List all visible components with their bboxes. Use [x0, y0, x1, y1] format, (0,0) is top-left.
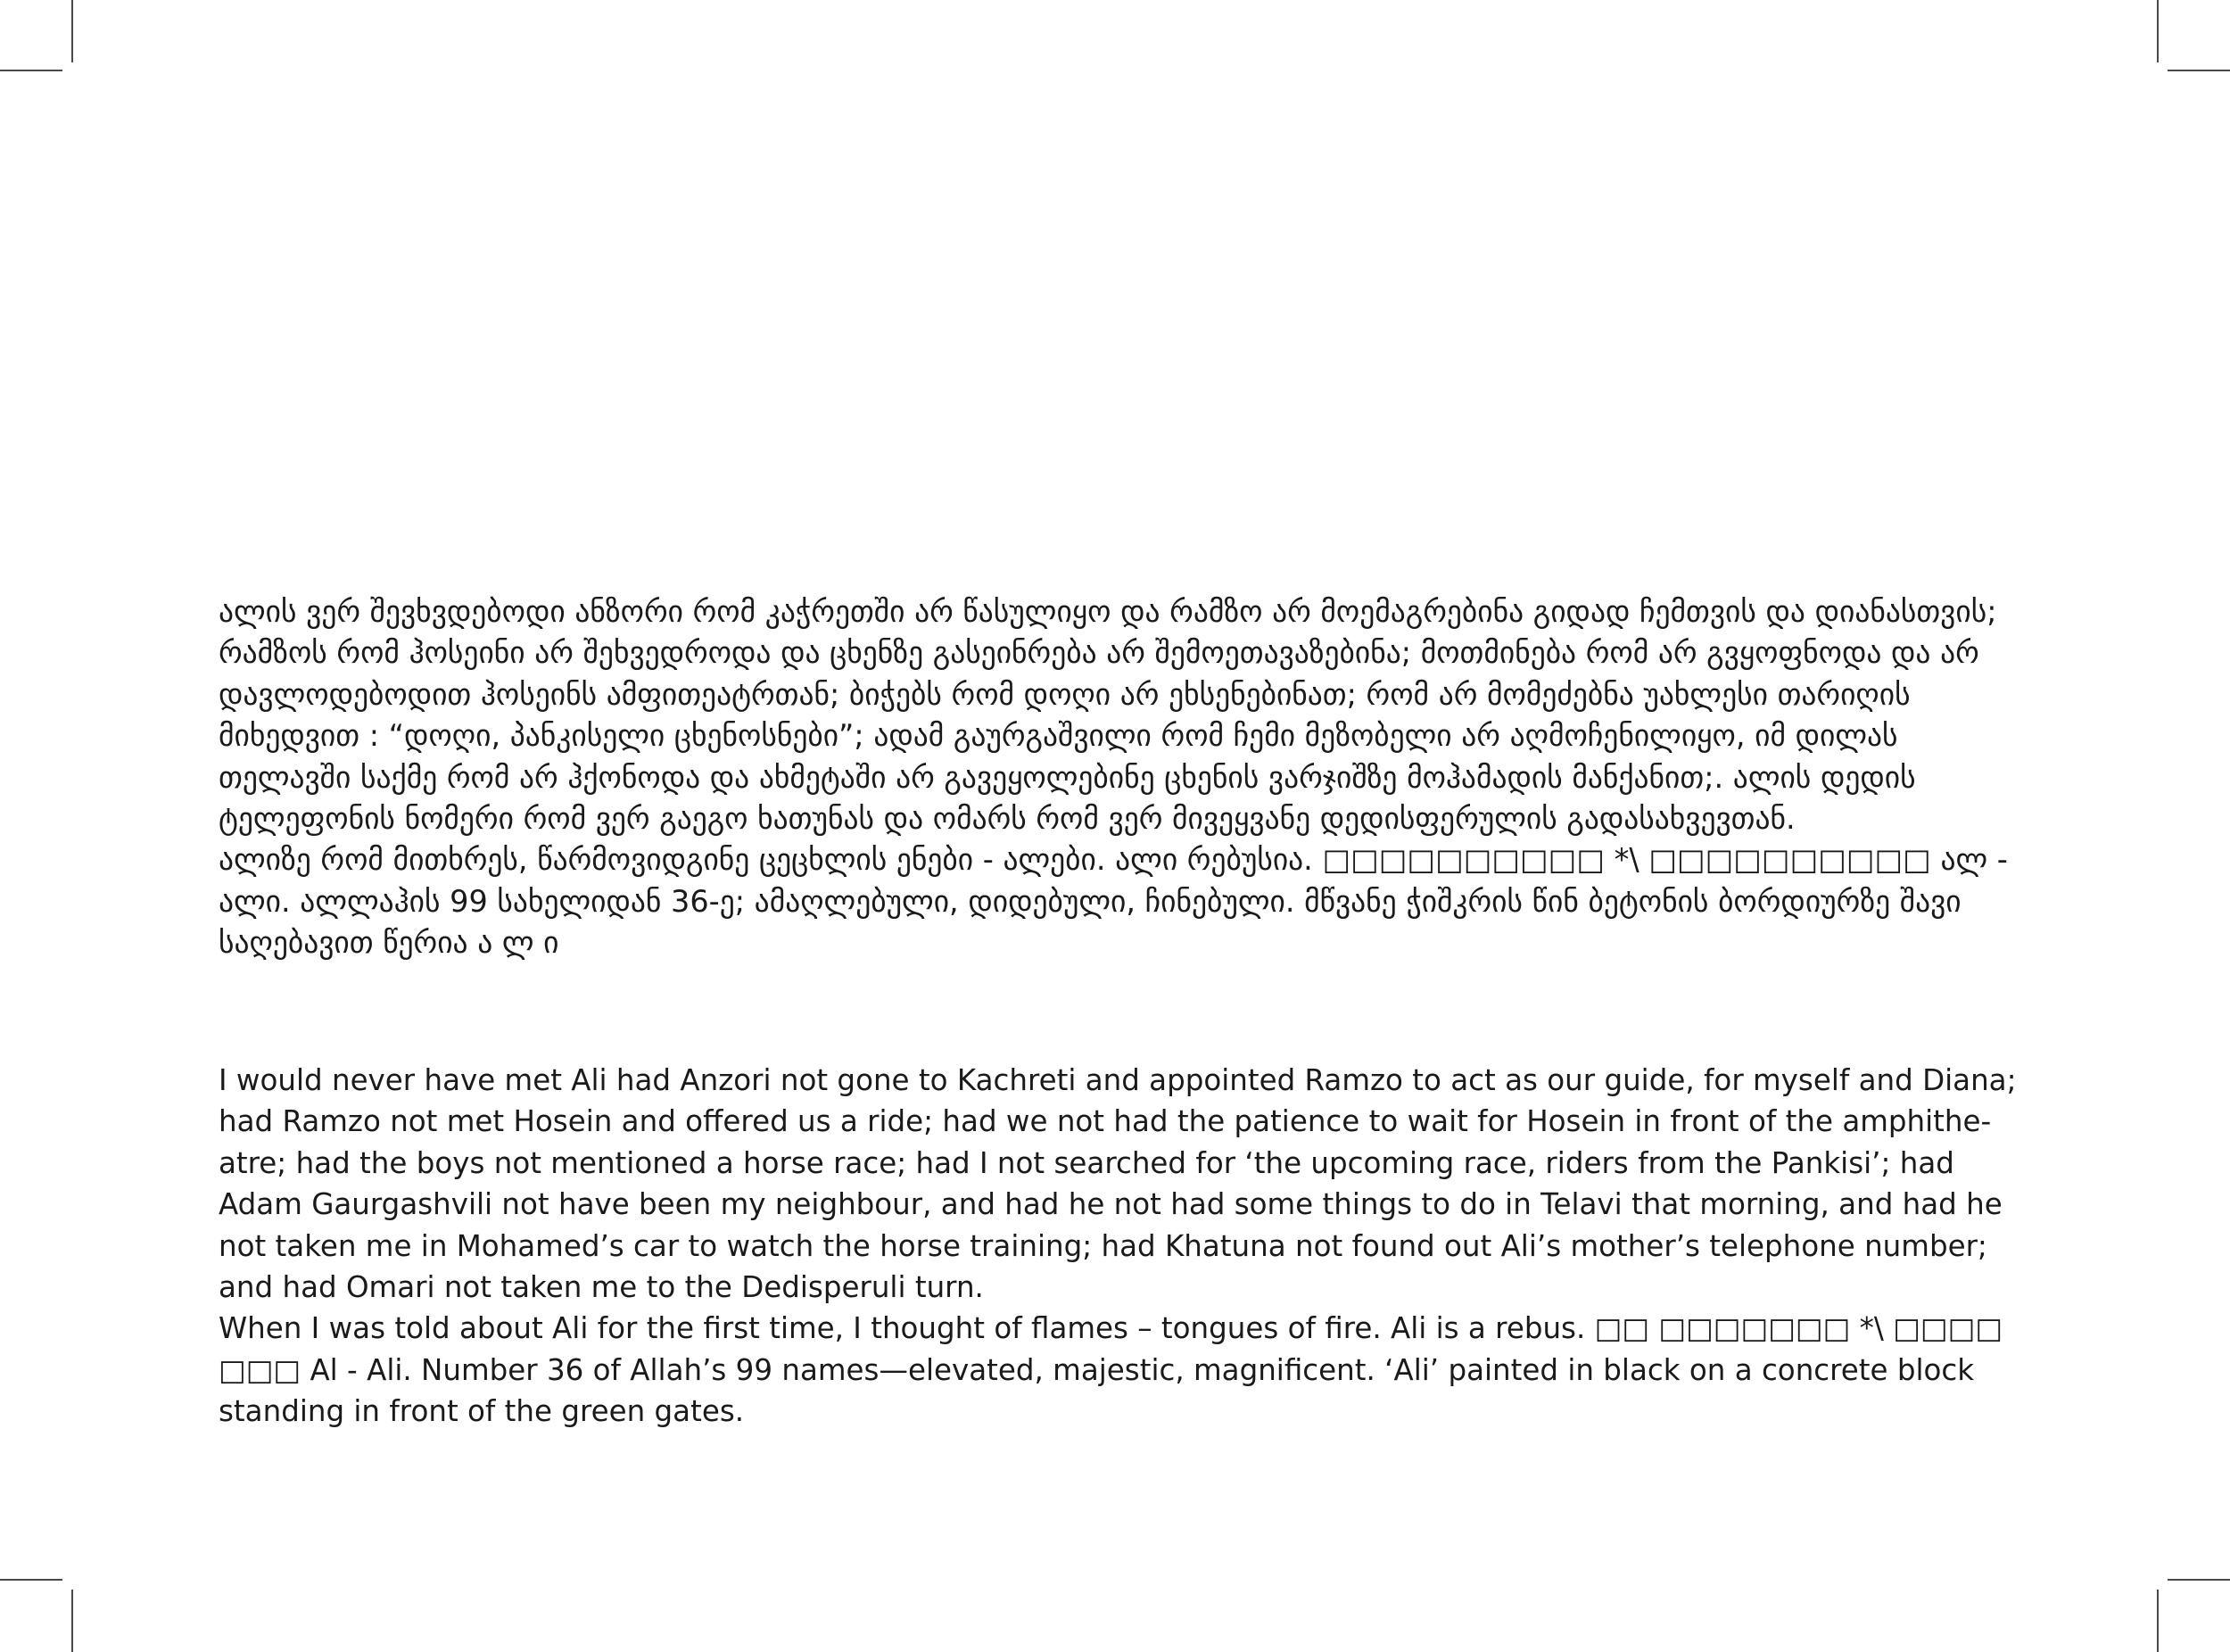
crop-mark-top-left-vertical — [71, 0, 73, 62]
crop-mark-bottom-left-horizontal — [0, 1579, 62, 1581]
crop-mark-top-right-horizontal — [2168, 70, 2230, 71]
georgian-text-block — [219, 591, 2029, 964]
crop-mark-bottom-right-horizontal — [2168, 1579, 2230, 1581]
english-paragraph-1: I would never have met Ali had Anzori not gone to Kachreti and appointed Ramzo to act as our guide, for myself and Diana; had Ramzo not met Hosein and offered us a ride; had we not had the patience to wait for Hosein in front of the amphithe-atre; had the boys not mentioned a horse race; had I not searched for ‘the upcoming race, riders from the Pankisi’; had Adam Gaurgashvili not have been my neighbour, and had he not had some things to do in Telavi that morning, and had he not taken me in Mohamed’s car to watch the horse training; had Khatuna not found out Ali’s mother’s telephone number; and had Omari not taken me to the Dedisperuli turn. — [219, 1063, 2017, 1305]
georgian-paragraph-2: ალიზე რომ მითხრეს, წარმოვიდგინე ცეცხლის ენები - ალები. ალი რებუსია. □□□□□□□□□□ *\ □□□□□□□□□□ ალ - ალი. ალლაჰის 99 სახელიდან 36-ე; ამაღლებული, დიდებული, ჩინებული. მწვანე ჭიშკრის წინ ბეტონის ბორდიურზე შავი საღებავით წერია ა ლ ი — [219, 842, 2008, 961]
english-text-block — [219, 1060, 2029, 1433]
georgian-paragraph-1: ალის ვერ შევხვდებოდი ანზორი რომ კაჭრეთში არ წასულიყო და რამზო არ მოემაგრებინა გიდად ჩემთვის და დიანასთვის; რამზოს რომ ჰოსეინი არ შეხვედროდა და ცხენზე გასეინრება არ შემოეთავაზებინა; მოთმინება რომ არ გვყოფნოდა და არ დავლოდებოდით ჰოსეინს ამფითეატრთან; ბიჭებს რომ დოღი არ ეხსენებინათ; რომ არ მომეძებნა უახლესი თარიღის მიხედვით : “დოღი, პანკისელი ცხენოსნები”; ადამ გაურგაშვილი რომ ჩემი მეზობელი არ აღმოჩენილიყო, იმ დილას თელავში საქმე რომ არ ჰქონოდა და ახმეტაში არ გავეყოლებინე ცხენის ვარჯიშზე მოჰამადის მანქანით;. ალის დედის ტელეფონის ნომერი რომ ვერ გაეგო ხათუნას და ომარს რომ ვერ მივეყვანე დედისფერულის გადასახვევთან. — [219, 594, 1997, 837]
crop-mark-bottom-left-vertical — [71, 1590, 73, 1652]
crop-mark-top-left-horizontal — [0, 70, 62, 71]
crop-mark-bottom-right-vertical — [2157, 1590, 2159, 1652]
english-paragraph-2: When I was told about Ali for the first time, I thought of flames – tongues of fire. Ali is a rebus. □□ □□□□□□□ *\ □□□□ □□□ Al - Ali. Number 36 of Allah’s 99 names—elevated, majestic, magnificent. ‘Ali’ painted in black on a concrete block standing in front of the green gates. — [219, 1311, 2003, 1429]
crop-mark-top-right-vertical — [2157, 0, 2159, 62]
